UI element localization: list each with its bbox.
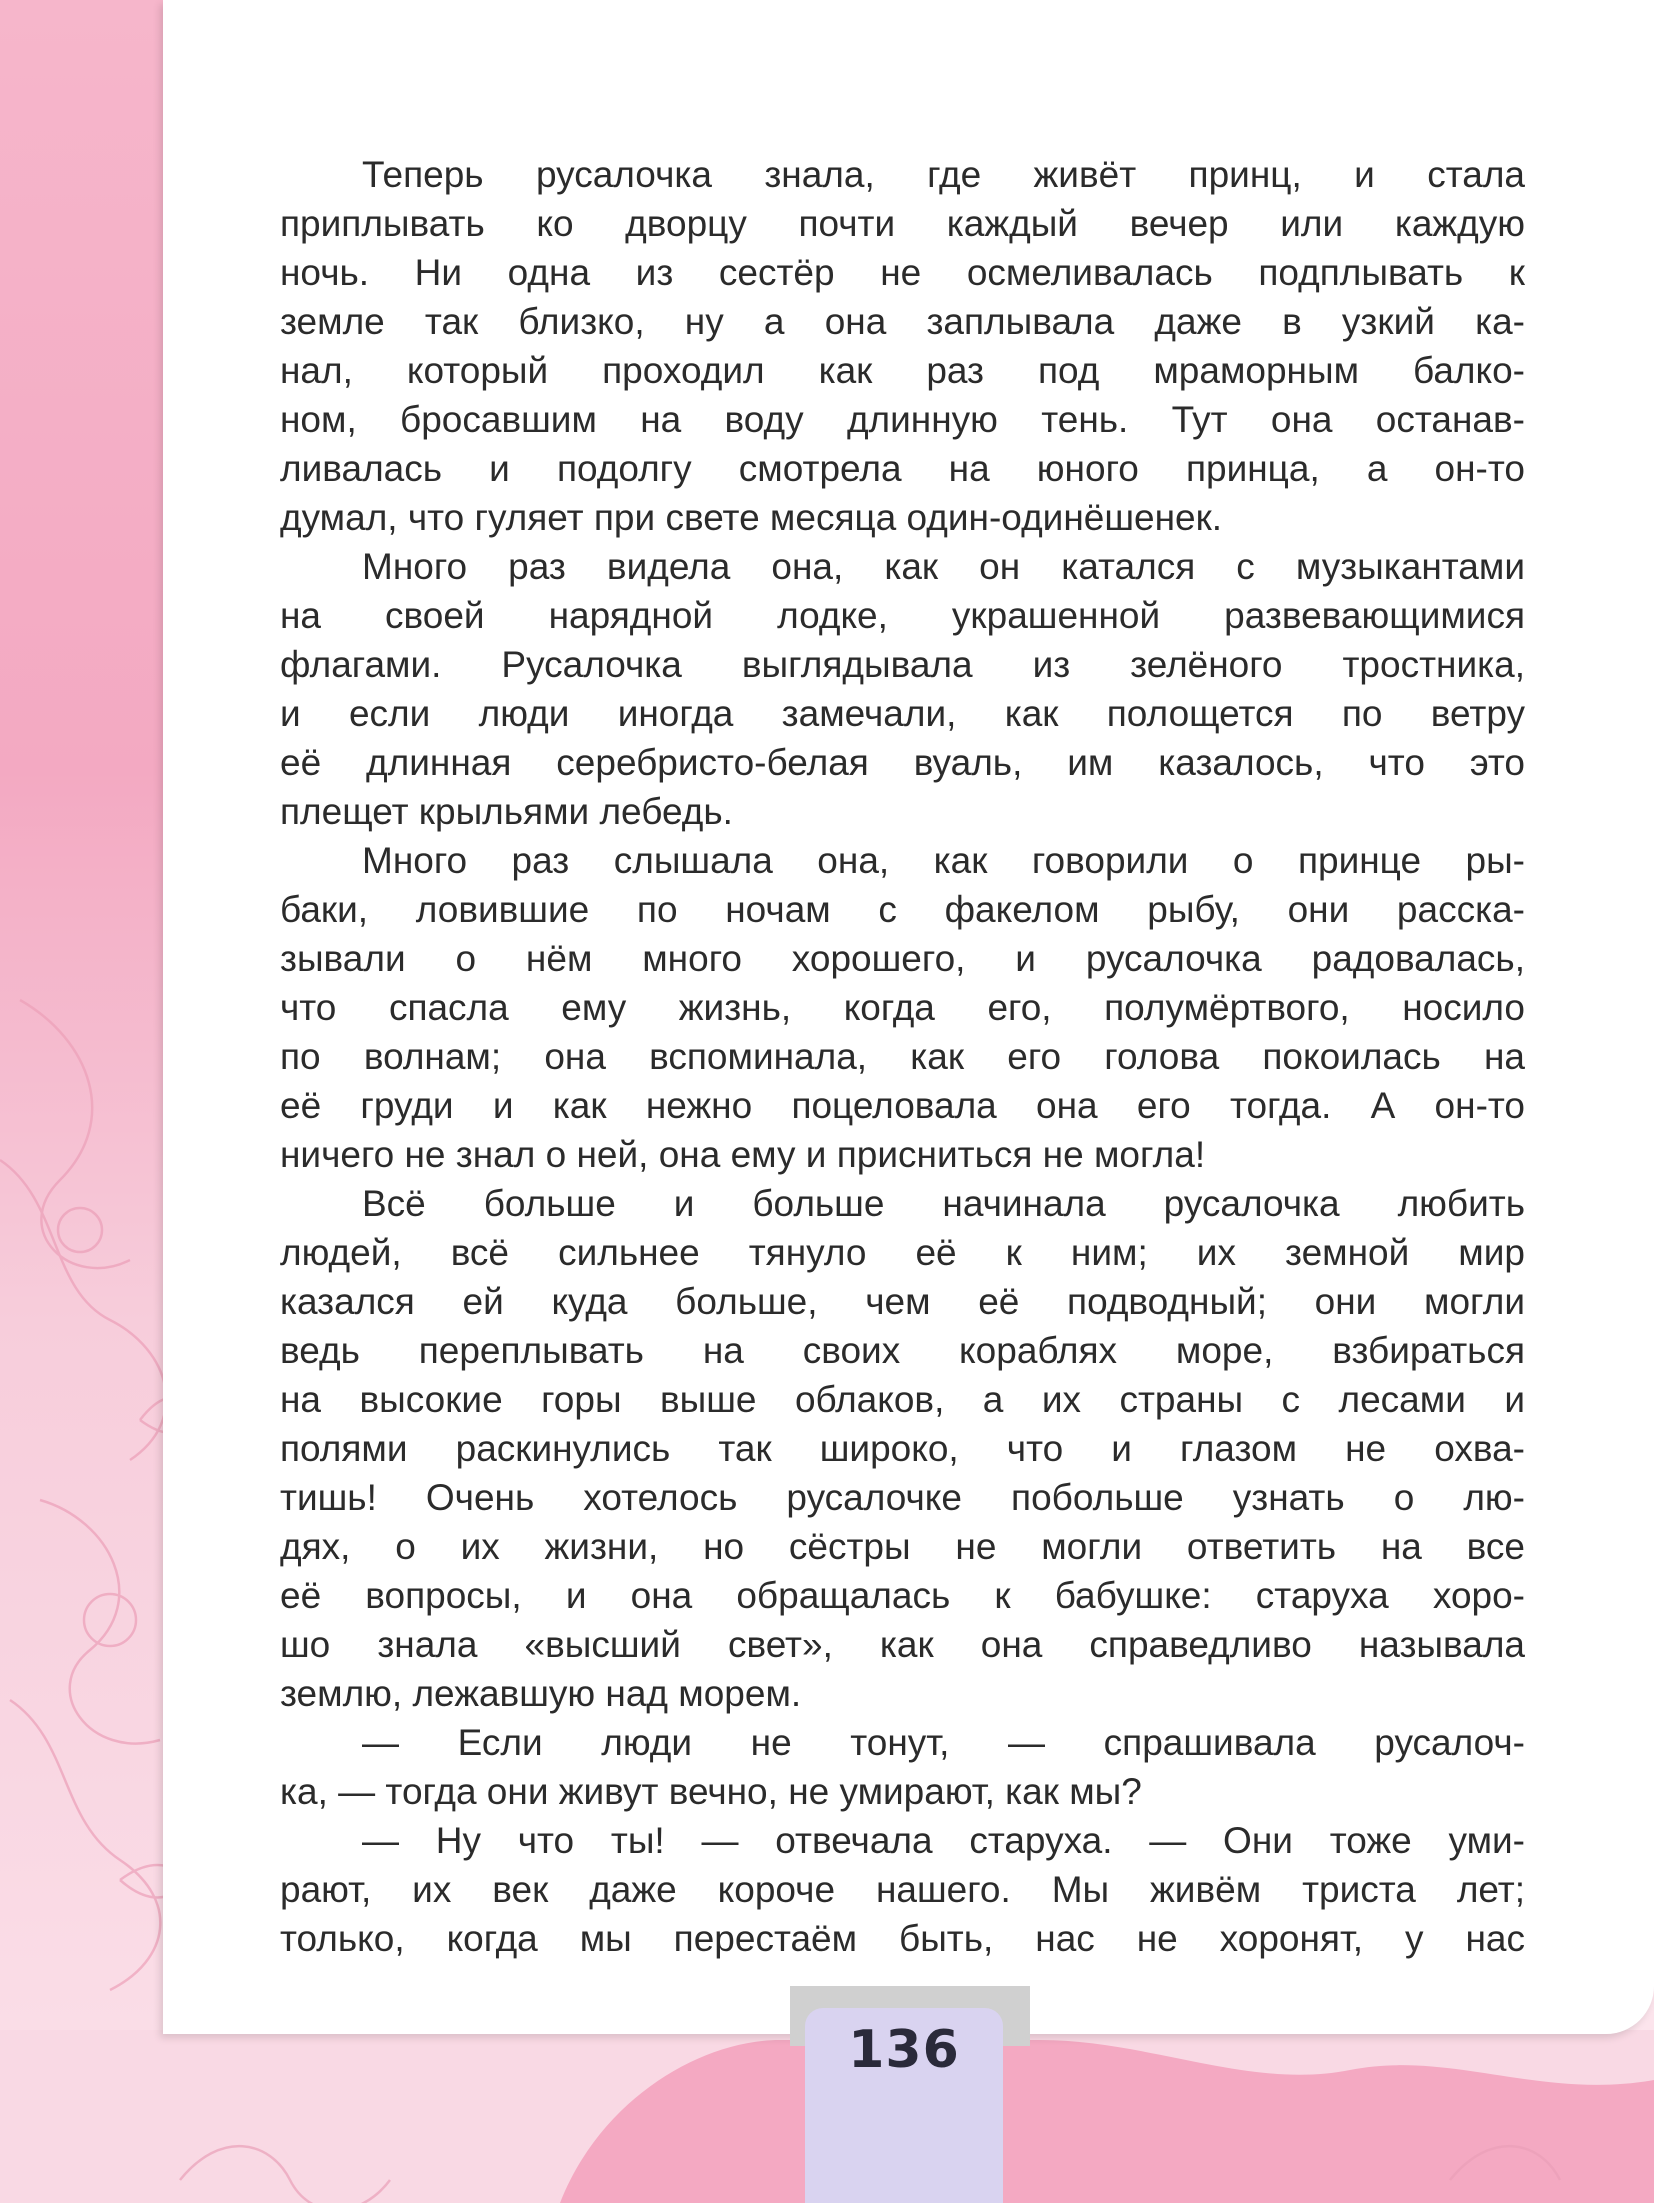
text-line: земле так близко, ну а она заплывала даже в узкий ка-: [280, 301, 1525, 342]
text-line: ведь переплывать на своих кораблях море, взбираться: [280, 1330, 1525, 1371]
text-line: Много раз слышала она, как говорили о принце ры-: [362, 840, 1525, 881]
text-line: казался ей куда больше, чем её подводный; они могли: [280, 1281, 1525, 1322]
text-line: только, когда мы перестаём быть, нас не хоронят, у нас: [280, 1918, 1525, 1959]
text-line: людей, всё сильнее тянуло её к ним; их земной мир: [280, 1232, 1525, 1273]
text-line: — Если люди не тонут, — спрашивала русалоч-: [362, 1722, 1525, 1763]
text-line: ка, — тогда они живут вечно, не умирают, как мы?: [280, 1771, 1142, 1812]
text-line: Много раз видела она, как он катался с музыкантами: [362, 546, 1525, 587]
text-line: приплывать ко дворцу почти каждый вечер или каждую: [280, 203, 1525, 244]
text-line: по волнам; она вспоминала, как его голова покоилась на: [280, 1036, 1525, 1077]
text-line: ном, бросавшим на воду длинную тень. Тут она останав-: [280, 399, 1525, 440]
text-line: флагами. Русалочка выглядывала из зелёного тростника,: [280, 644, 1525, 685]
text-line: баки, ловившие по ночам с факелом рыбу, они расска-: [280, 889, 1525, 930]
text-line: шо знала «высший свет», как она справедливо называла: [280, 1624, 1525, 1665]
text-line: и если люди иногда замечали, как полощется по ветру: [280, 693, 1525, 734]
text-line: что спасла ему жизнь, когда его, полумёртвого, носило: [280, 987, 1525, 1028]
text-line: её груди и как нежно поцеловала она его тогда. А он-то: [280, 1085, 1525, 1126]
text-line: Теперь русалочка знала, где живёт принц, и стала: [362, 154, 1525, 195]
text-line: рают, их век даже короче нашего. Мы живём триста лет;: [280, 1869, 1525, 1910]
text-line: на своей нарядной лодке, украшенной развевающимися: [280, 595, 1525, 636]
text-line: полями раскинулись так широко, что и глазом не охва-: [280, 1428, 1525, 1469]
text-line: на высокие горы выше облаков, а их страны с лесами и: [280, 1379, 1525, 1420]
text-line: её длинная серебристо-белая вуаль, им казалось, что это: [280, 742, 1525, 783]
text-line: землю, лежавшую над морем.: [280, 1673, 802, 1714]
text-line: ливалась и подолгу смотрела на юного принца, а он-то: [280, 448, 1525, 489]
page-number: 136: [848, 2020, 960, 2080]
text-body: [280, 150, 1525, 1963]
text-line: плещет крыльями лебедь.: [280, 791, 733, 832]
text-line: нал, который проходил как раз под мраморным балко-: [280, 350, 1525, 391]
text-line: тишь! Очень хотелось русалочке побольше узнать о лю-: [280, 1477, 1525, 1518]
text-line: дях, о их жизни, но сёстры не могли ответить на все: [280, 1526, 1525, 1567]
text-line: Всё больше и больше начинала русалочка любить: [362, 1183, 1525, 1224]
text-line: зывали о нём много хорошего, и русалочка радовалась,: [280, 938, 1525, 979]
text-line: думал, что гуляет при свете месяца один-одинёшенек.: [280, 497, 1223, 538]
text-line: ничего не знал о ней, она ему и присниться не могла!: [280, 1134, 1206, 1175]
text-line: её вопросы, и она обращалась к бабушке: старуха хоро-: [280, 1575, 1525, 1616]
text-line: ночь. Ни одна из сестёр не осмеливалась подплывать к: [280, 252, 1525, 293]
text-line: — Ну что ты! — отвечала старуха. — Они тоже уми-: [362, 1820, 1525, 1861]
page-number-tab: [805, 2008, 1003, 2203]
